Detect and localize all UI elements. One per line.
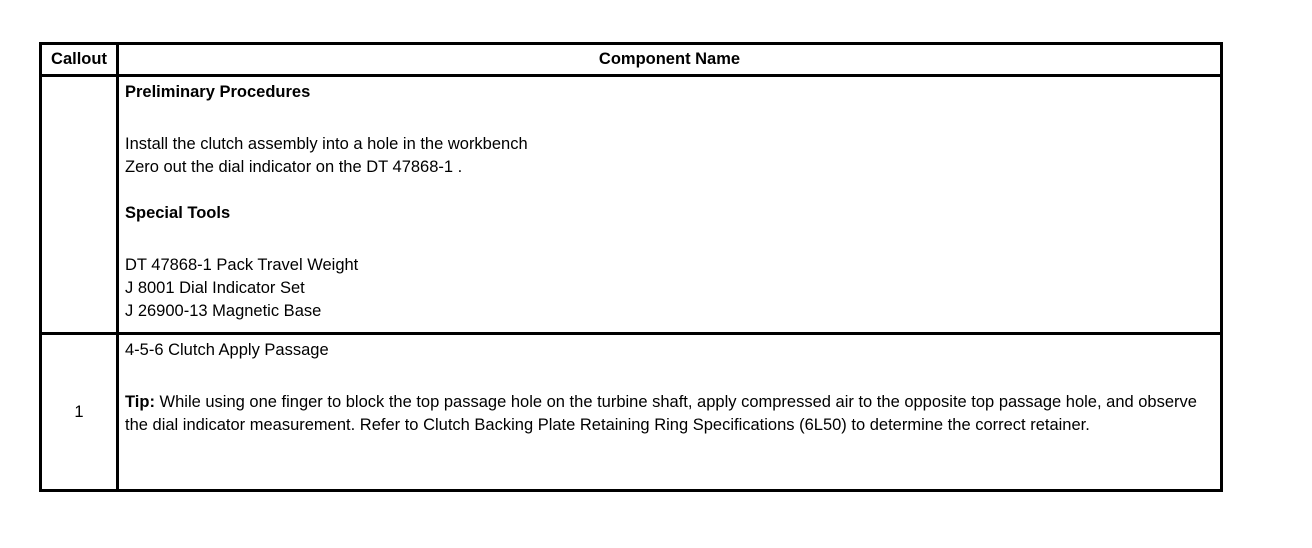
special-tool-item: J 8001 Dial Indicator Set (125, 279, 305, 297)
special-tool-item: DT 47868-1 Pack Travel Weight (125, 256, 359, 274)
preliminary-content-cell (118, 76, 1222, 334)
special-tools-heading: Special Tools (125, 204, 231, 222)
tip-paragraph (125, 391, 1214, 437)
preliminary-step: Zero out the dial indicator on the DT 47868-1 . (125, 158, 463, 176)
preliminary-row (41, 76, 1222, 334)
callout-table (39, 42, 1223, 492)
special-tool-item: J 26900-13 Magnetic Base (125, 302, 322, 320)
header-row (41, 44, 1222, 76)
preliminary-step: Install the clutch assembly into a hole in the workbench (125, 135, 528, 153)
callout-number: 1 (41, 334, 118, 491)
tip-text: While using one finger to block the top passage hole on the turbine shaft, apply compressed air to the opposite top passage hole, and observe the dial indicator measurement. Refer to Clutch Backing Plate Retaining Ring Specifications (6L50) to determine the correct retainer. (125, 393, 1197, 434)
preliminary-procedures-heading: Preliminary Procedures (125, 83, 311, 101)
callout-column-header: Callout (41, 44, 118, 76)
preliminary-callout-cell (41, 76, 118, 334)
component-name-column-header: Component Name (118, 44, 1222, 76)
table-row (41, 334, 1222, 491)
tip-label: Tip: (125, 393, 155, 411)
step-content-cell (118, 334, 1222, 491)
component-name: 4-5-6 Clutch Apply Passage (125, 341, 329, 359)
